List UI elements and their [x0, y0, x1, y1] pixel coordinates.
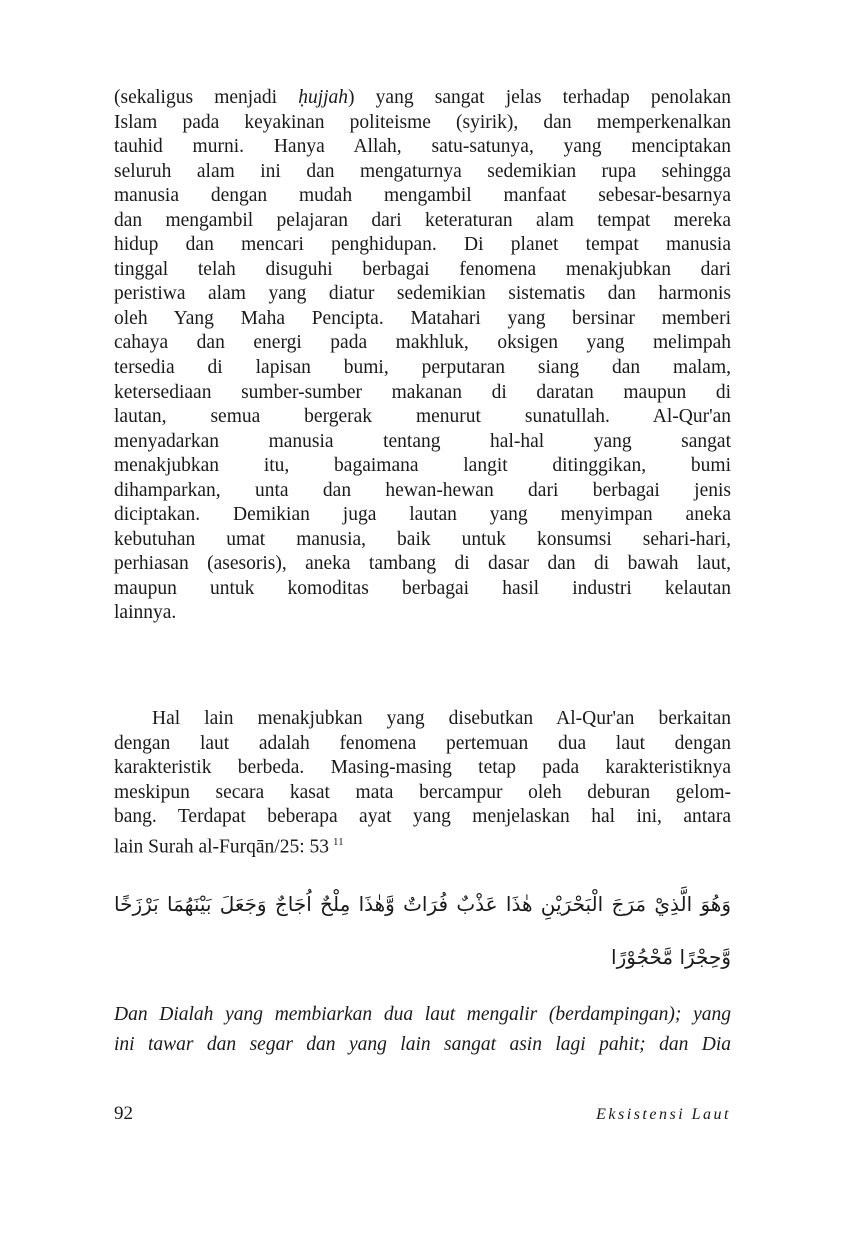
text-line: meskipun secara kasat mata bercampur oleh deburan gelom-	[114, 781, 731, 803]
text-line: hidup dan mencari penghidupan. Di planet tempat manusia	[114, 234, 731, 256]
text-line	[114, 86, 731, 111]
text-line: Islam pada keyakinan politeisme (syirik), dan memperkenalkan	[114, 111, 731, 133]
text-line: manusia dengan mudah mengambil manfaat sebesar-besarnya	[114, 185, 731, 207]
text-line: karakteristik berbeda. Masing-masing tetap pada karakteristiknya	[114, 757, 731, 779]
text-line: tersedia di lapisan bumi, perputaran siang dan malam,	[114, 357, 731, 379]
text-line: menakjubkan itu, bagaimana langit ditinggikan, bumi	[114, 455, 731, 477]
verse-translation	[114, 1000, 731, 1060]
paragraph-2	[114, 707, 731, 860]
text-line: cahaya dan energi pada makhluk, oksigen yang melimpah	[114, 332, 731, 354]
text-line: diciptakan. Demikian juga lautan yang menyimpan aneka	[114, 504, 731, 526]
text-line: ini tawar dan segar dan yang lain sangat asin lagi pahit; dan Dia	[114, 1034, 731, 1055]
text-line: dihamparkan, unta dan hewan-hewan dari berbagai jenis	[114, 479, 731, 501]
arabic-verse-line-2: وَّحِجْرًا مَّحْجُوْرًا	[611, 945, 731, 969]
text-line: dengan laut adalah fenomena pertemuan dua laut dengan	[114, 732, 731, 754]
text-line: perhiasan (asesoris), aneka tambang di dasar dan di bawah laut,	[114, 553, 731, 575]
text-line: Hal lain menakjubkan yang disebutkan Al-Qur'an berkaitan	[152, 708, 731, 729]
text-line: maupun untuk komoditas berbagai hasil industri kelautan	[114, 577, 731, 599]
text-line: oleh Yang Maha Pencipta. Matahari yang bersinar memberi	[114, 307, 731, 329]
text-segment: (sekaligus menjadi	[114, 87, 299, 108]
text-line: ketersediaan sumber-sumber makanan di daratan maupun di	[114, 381, 731, 403]
text-line	[114, 830, 731, 860]
running-head: Eksistensi Laut	[596, 1106, 731, 1123]
paragraph-1	[114, 86, 731, 626]
text-line: tauhid murni. Hanya Allah, satu-satunya, yang menciptakan	[114, 136, 731, 158]
text-line: peristiwa alam yang diatur sedemikian sistematis dan harmonis	[114, 283, 731, 305]
text-line: lainnya.	[114, 602, 177, 624]
text-line: menyadarkan manusia tentang hal-hal yang sangat	[114, 430, 731, 452]
page-number: 92	[114, 1103, 133, 1124]
footnote-ref[interactable]: 11	[333, 835, 344, 848]
surah-reference: lain Surah al-Furqān/25: 53	[114, 836, 330, 858]
text-line: kebutuhan umat manusia, baik untuk konsumsi sehari-hari,	[114, 528, 731, 550]
text-line: Dan Dialah yang membiarkan dua laut mengalir (berdampingan); yang	[114, 1004, 731, 1025]
text-line: seluruh alam ini dan mengaturnya sedemikian rupa sehingga	[114, 160, 731, 182]
italic-term: ḥujjah	[298, 87, 349, 108]
arabic-verse-line-1: وَهُوَ الَّذِيْ مَرَجَ الْبَحْرَيْنِ هٰذَا عَذْبٌ فُرَاتٌ وَّهٰذَا مِلْحٌ اُجَاجٌ وَجَعَلَ بَيْنَهُمَا بَرْزَخًا	[114, 892, 731, 916]
text-segment: ) yang sangat jelas terhadap penolakan	[348, 87, 731, 108]
text-line: lautan, semua bergerak menurut sunatullah. Al-Qur'an	[114, 406, 731, 428]
text-line: dan mengambil pelajaran dari keteraturan alam tempat mereka	[114, 209, 731, 231]
text-line: bang. Terdapat beberapa ayat yang menjelaskan hal ini, antara	[114, 806, 731, 828]
text-line: tinggal telah disuguhi berbagai fenomena menakjubkan dari	[114, 258, 731, 280]
